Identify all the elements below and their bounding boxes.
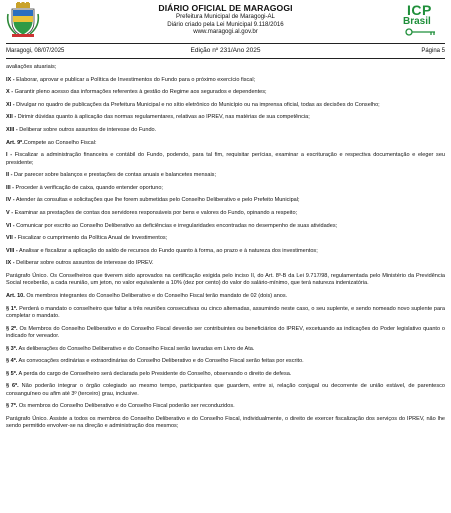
paragraph: § 6º. Não poderão integrar o órgão colegiado ao mesmo tempo, participantes que guardem, entre si, relação conjugal ou decorrente de união estável, de parentesco consanguíneo ou afim até 3º (terceiro) grau, inclusive. [6, 383, 446, 397]
paragraph: XII - Dirimir dúvidas quanto à aplicação das normas regulamentares, relativas ao IPREV, nas matérias de sua competência; [6, 114, 310, 121]
article-heading: Art. 9º.Compete ao Conselho Fiscal: [6, 139, 97, 146]
masthead [0, 3, 451, 36]
document-body [6, 64, 445, 436]
edition-number: Edição nº 231/Ano 2025 [190, 47, 261, 54]
publication-title: DIÁRIO OFICIAL DE MARAGOGI [158, 3, 293, 13]
paragraph: § 1º. Perderá o mandato o conselheiro que faltar a três reuniões consecutivas ou cinco alternadas, assumindo neste caso, o seu suplente, e sendo nomeado novo suplente para completar o mandato. [6, 305, 446, 319]
paragraph: § 5º. A perda do cargo de Conselheiro será declarada pelo Presidente do Conselho, observando o direito de defesa. [6, 370, 292, 377]
paragraph: XI - Divulgar no quadro de publicações da Prefeitura Municipal e no sítio eletrônico do Município ou na imprensa oficial, todas as decisões do Conselho; [6, 101, 380, 108]
publication-date: Maragogi, 08/07/2025 [6, 48, 65, 54]
paragraph: X - Garantir pleno acesso das informações referentes à gestão do Regime aos segurados e dependentes; [6, 89, 267, 96]
website-link[interactable]: www.maragogi.al.gov.br [193, 28, 258, 36]
paragraph: IV - Atender às consultas e solicitações que lhe forem submetidas pelo Conselho Deliberativo e pelo Prefeito Municipal; [6, 197, 300, 204]
paragraph: I - Fiscalizar a administração financeira e contábil do Fundo, podendo, para tal fim, requisitar perícias, examinar a escrituração e respectiva documentação e eleger seu presidente; [6, 152, 445, 166]
paragraph: § 2º. Os Membros do Conselho Deliberativo e do Conselho Fiscal deverão ser contribuintes ou beneficiários do IPREV, excetuando as indicações do Poder legislativo quanto o indicado for vereador. [6, 325, 445, 339]
paragraph: VII - Fiscalizar o cumprimento da Política Anual de Investimentos; [6, 235, 168, 242]
paragraph: Parágrafo Único. Assiste a todos os membros do Conselho Deliberativo e do Conselho Fiscal, individualmente, o direito de exercer fiscalização dos serviços do IPREV, não lhe sendo permitido envolver-se na direção e administração dos mesmos; [6, 415, 445, 430]
key-icon [405, 28, 437, 36]
paragraph: V - Examinar as prestações de contas dos servidores responsáveis por bens e valores do Fundo, opinando a respeito; [6, 209, 298, 216]
edition-bar [6, 46, 445, 56]
brasil-logo-text: Brasil [403, 16, 431, 27]
paragraph: § 4º. As convocações ordinárias e extraordinárias do Conselho Deliberativo e do Conselho Fiscal serão feitas por escrito. [6, 358, 304, 365]
icp-logo-text: ICP [407, 2, 432, 18]
page-number: Página 5 [421, 48, 445, 54]
paragraph: II - Dar parecer sobre balanços e prestações de contas anuais e balancetes mensais; [6, 172, 216, 179]
header-divider-bottom [6, 58, 445, 59]
page-header [0, 0, 451, 46]
paragraph: VIII - Analisar e fiscalizar a aplicação do saldo de recursos do Fundo quanto à forma, ao prazo e à natureza dos investimentos; [6, 247, 318, 254]
paragraph: avaliações atuariais; [6, 64, 57, 70]
law-line: Diário criado pela Lei Municipal 9.118/2016 [167, 20, 284, 28]
paragraph: Parágrafo Único. Os Conselheiros que tiverem sido aprovados na certificação exigida pelo inciso II, do Art. 8º-B da Lei 9.717/98, regulamentada pelo Ministério da Previdência Social receberão, a cada reunião, um jeton, no valor equivalente a 10% (dez por cento) do valor do salário-mínimo, que terá natureza indenizatória. [6, 272, 445, 287]
icp-brasil-logo-icon [401, 2, 441, 36]
paragraph: III - Proceder à verificação de caixa, quando entender oportuno; [6, 184, 163, 191]
paragraph: VI - Comunicar por escrito ao Conselho Deliberativo as deficiências e irregularidades encontradas no desempenho de suas atividades; [6, 222, 338, 229]
prefeitura-line: Prefeitura Municipal de Maragogi-AL [176, 13, 275, 20]
article-heading: Art. 10. Os membros integrantes do Conselho Deliberativo e do Conselho Fiscal terão mandato de 02 (dois) anos. [6, 292, 288, 299]
paragraph: § 7º. Os membros do Conselho Deliberativo e do Conselho Fiscal poderão ser reconduzidos. [6, 403, 235, 410]
paragraph: XIII - Deliberar sobre outros assuntos de interesse do Fundo. [6, 126, 157, 133]
paragraph: IX - Elaborar, aprovar e publicar a Política de Investimentos do Fundo para o próximo exercício fiscal; [6, 76, 256, 83]
header-divider-top [6, 43, 445, 44]
paragraph: IX - Deliberar sobre outros assuntos de interesse do IPREV. [6, 260, 154, 267]
paragraph: § 3º. As deliberações do Conselho Deliberativo e do Conselho Fiscal serão lavradas em Livro de Ata. [6, 345, 255, 352]
